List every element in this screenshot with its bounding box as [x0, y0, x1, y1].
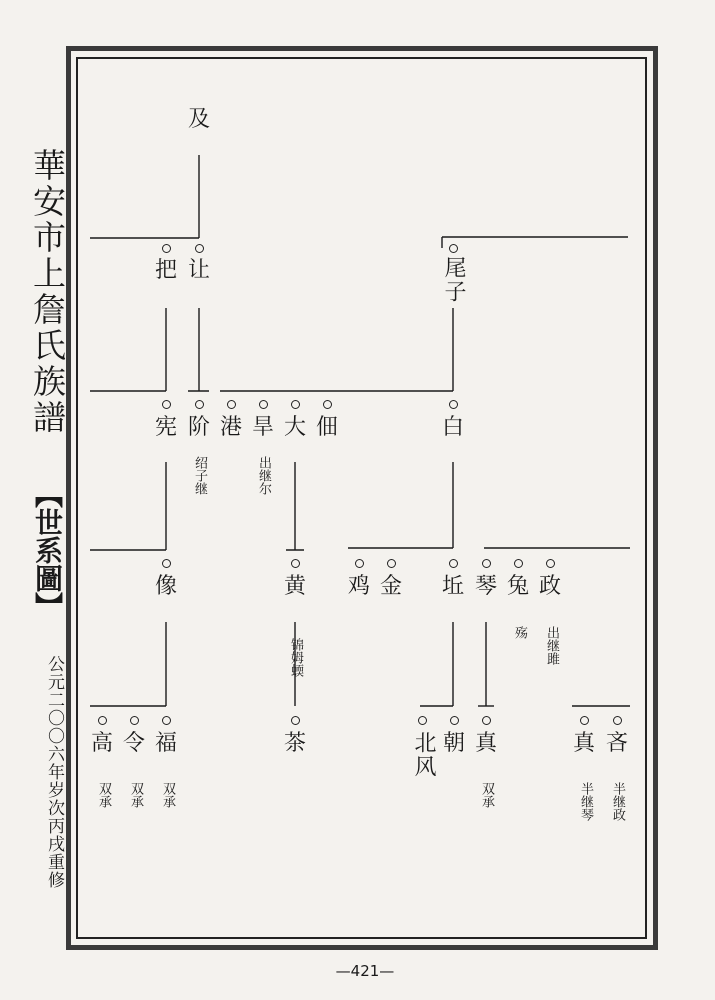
- person-jiu: 宪: [155, 415, 178, 440]
- marker-circle: [613, 716, 622, 725]
- person-ji2: 鸡: [348, 574, 371, 599]
- marker-circle: [355, 559, 364, 568]
- marker-circle: [387, 559, 396, 568]
- marker-circle: [450, 716, 459, 725]
- person-jian: 吝: [606, 731, 629, 756]
- marker-circle: [98, 716, 107, 725]
- marker-circle: [162, 716, 171, 725]
- person-beifeng: 北风: [411, 731, 436, 779]
- person-zheng: 政: [539, 574, 562, 599]
- person-jie: 阶: [188, 415, 211, 440]
- person-tu: 兔: [507, 574, 530, 599]
- marker-circle: [259, 400, 268, 409]
- person-qin: 琴: [475, 574, 498, 599]
- marker-circle: [449, 559, 458, 568]
- marker-circle: [546, 559, 555, 568]
- marker-circle: [482, 559, 491, 568]
- person-dian: 佃: [316, 415, 339, 440]
- marker-circle: [162, 400, 171, 409]
- note-huang: 锦姆蝡: [288, 638, 303, 677]
- marker-circle: [195, 244, 204, 253]
- note-fu: 双承: [160, 782, 175, 808]
- marker-circle: [323, 400, 332, 409]
- marker-circle: [482, 716, 491, 725]
- note-ling: 双承: [128, 782, 143, 808]
- person-ling: 令: [123, 731, 146, 756]
- marker-circle: [130, 716, 139, 725]
- person-jin: 金: [380, 574, 403, 599]
- book-title: 華安市上詹氏族譜: [28, 148, 67, 436]
- person-cha: 茶: [284, 731, 307, 756]
- person-zhen2: 真: [573, 731, 596, 756]
- marker-circle: [449, 400, 458, 409]
- marker-circle: [195, 400, 204, 409]
- revision-date: 公元二〇〇六年岁次丙戌重修: [44, 655, 64, 889]
- note-zhen2: 半继琴: [578, 782, 593, 821]
- note-jian: 半继政: [610, 782, 625, 821]
- marker-circle: [514, 559, 523, 568]
- marker-circle: [227, 400, 236, 409]
- marker-circle: [418, 716, 427, 725]
- page-number: —421—: [335, 962, 395, 980]
- person-han: 旱: [252, 415, 275, 440]
- person-qiu: 坵: [442, 574, 465, 599]
- person-da: 大: [284, 415, 307, 440]
- person-bai: 白: [442, 415, 465, 440]
- marker-circle: [291, 400, 300, 409]
- person-xiang: 像: [155, 574, 178, 599]
- marker-circle: [449, 244, 458, 253]
- person-gao: 高: [91, 731, 114, 756]
- note-zheng: 出继雎: [544, 626, 559, 665]
- note-jie: 绍子继: [192, 456, 207, 495]
- person-zhen1: 真: [475, 731, 498, 756]
- marker-circle: [162, 559, 171, 568]
- note-gao: 双承: [96, 782, 111, 808]
- person-gang: 港: [220, 415, 243, 440]
- note-zhen1: 双承: [479, 782, 494, 808]
- person-chao: 朝: [443, 731, 466, 756]
- marker-circle: [162, 244, 171, 253]
- person-weizi: 尾子: [441, 256, 466, 304]
- marker-circle: [291, 559, 300, 568]
- marker-circle: [291, 716, 300, 725]
- note-tu: 殇: [512, 626, 527, 639]
- marker-circle: [580, 716, 589, 725]
- note-han: 出继尔: [256, 456, 271, 495]
- person-huang: 黄: [284, 574, 307, 599]
- person-rang: 让: [188, 258, 211, 283]
- section-title: 【世系圖】: [31, 480, 64, 620]
- person-fu: 福: [155, 731, 178, 756]
- person-ji: 及: [188, 107, 211, 132]
- person-ba: 把: [155, 258, 178, 283]
